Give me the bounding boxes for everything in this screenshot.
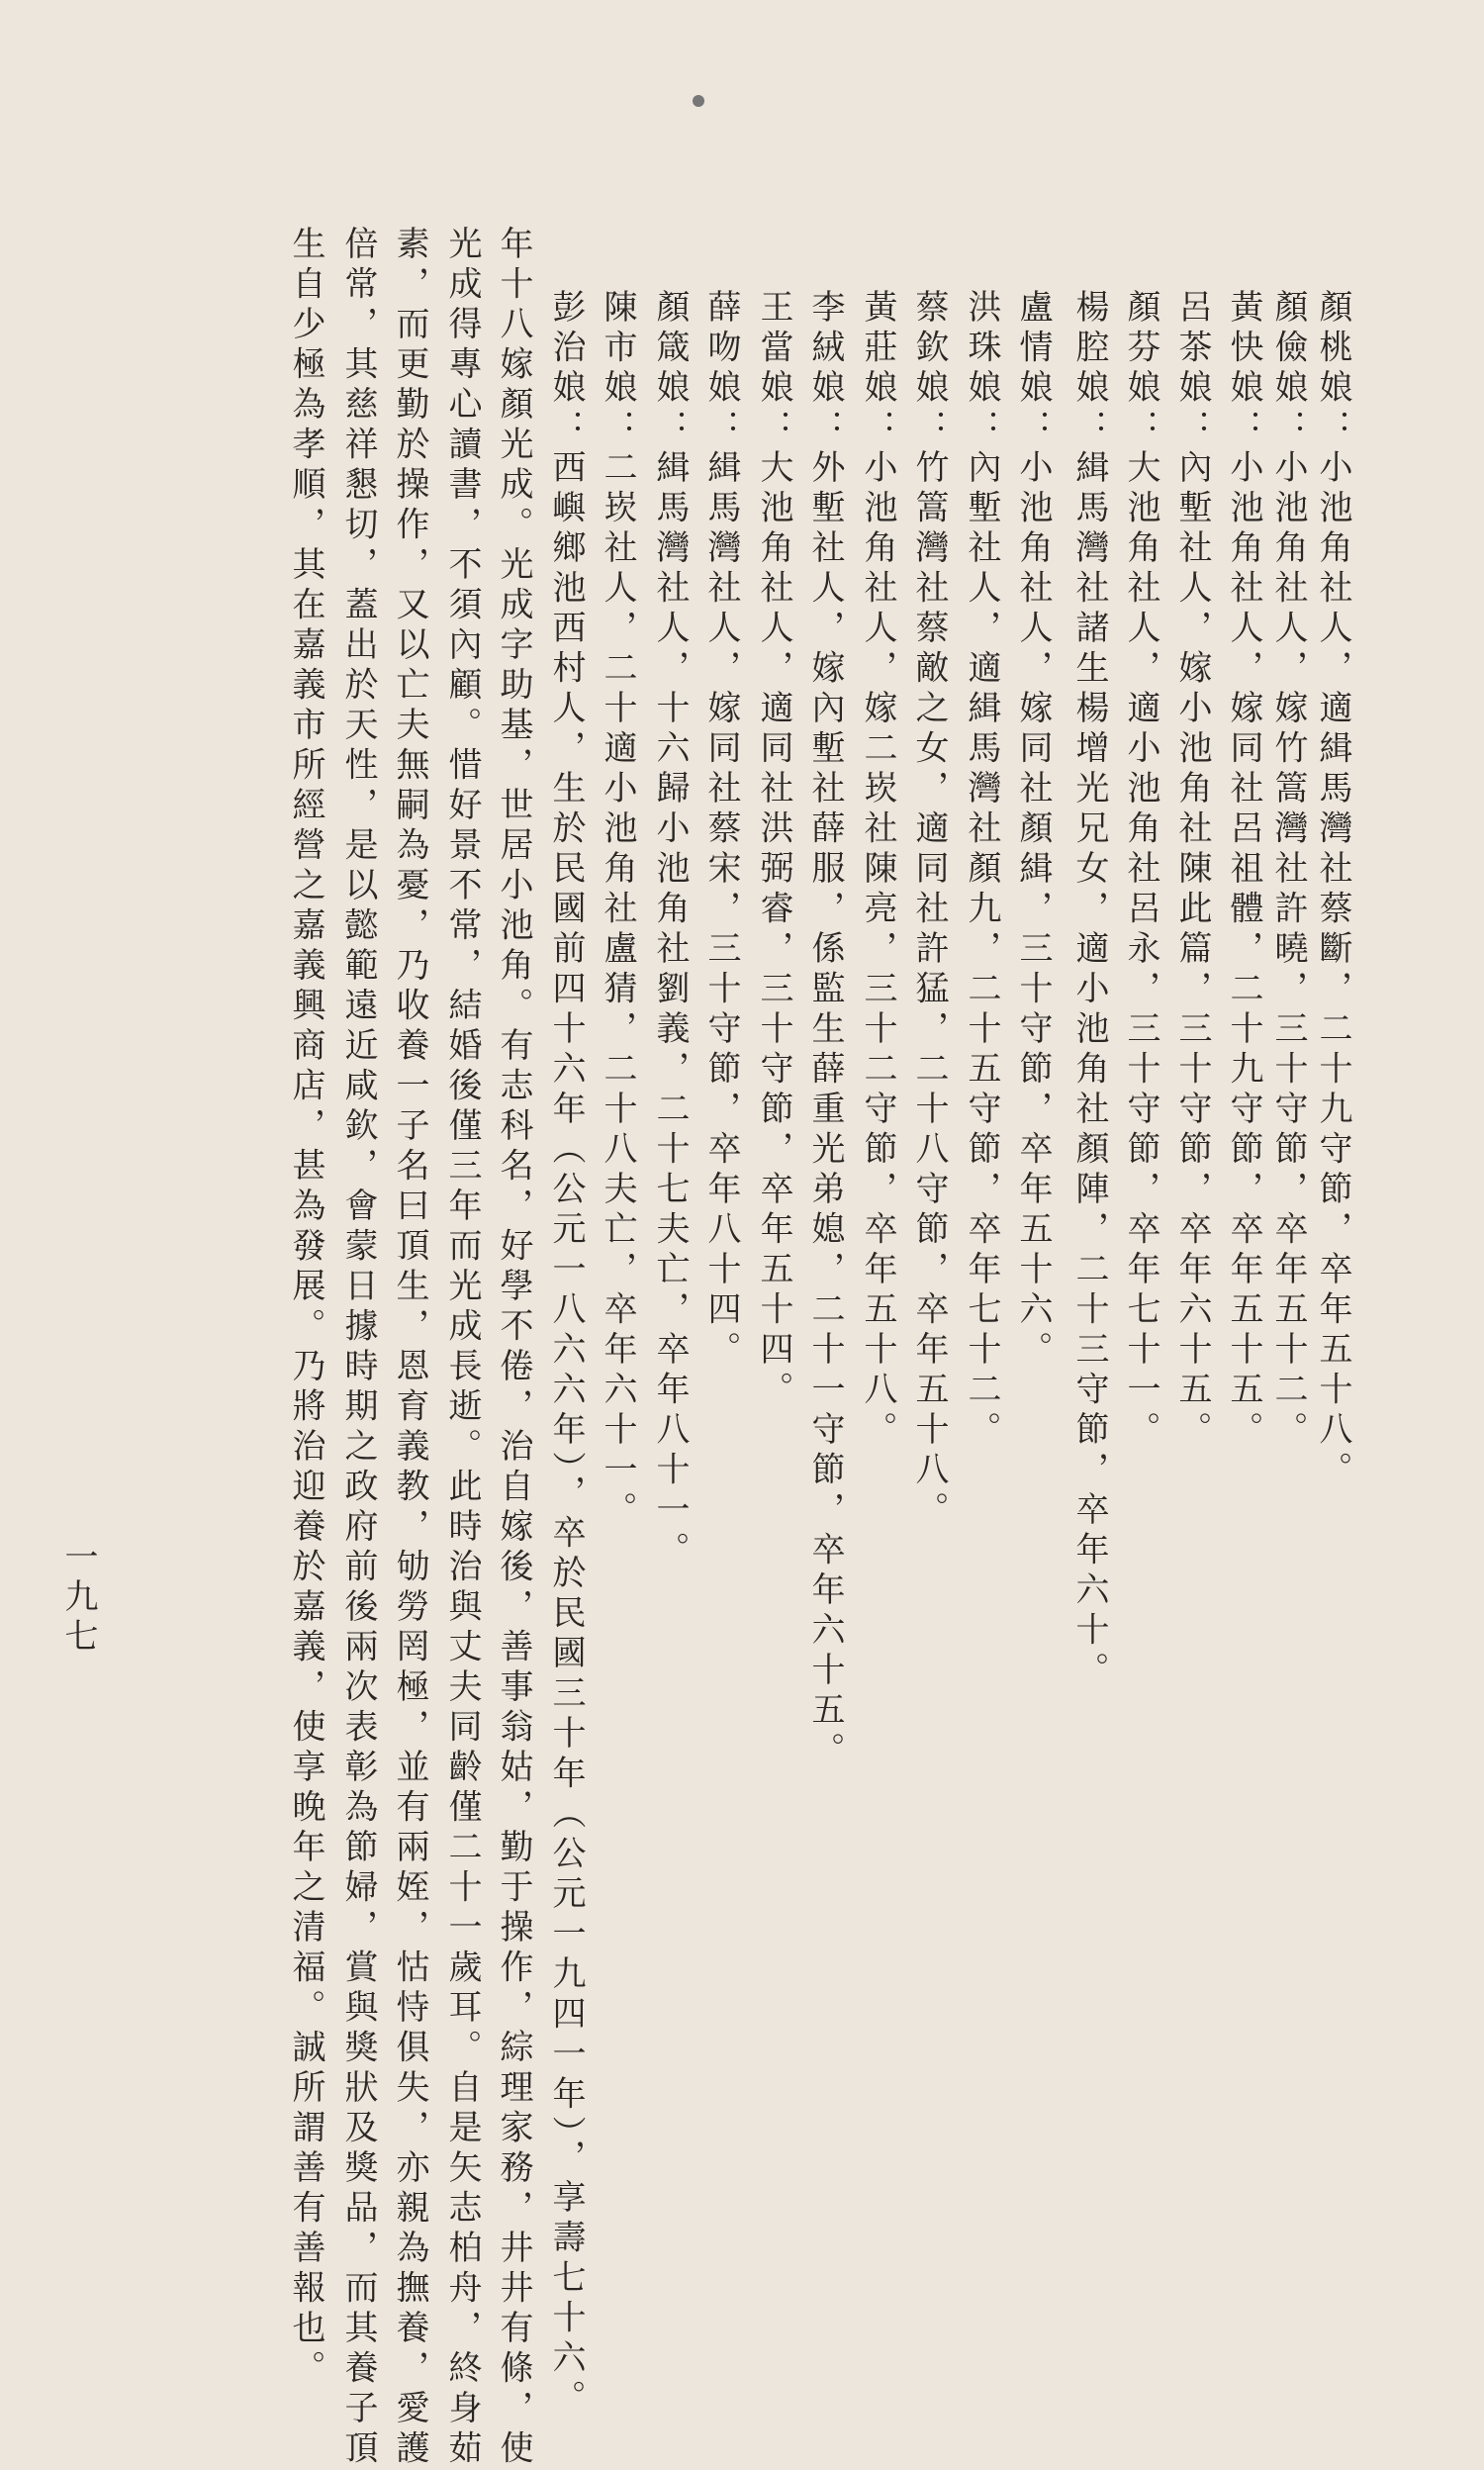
paragraph-column: 生自少極為孝順，其在嘉義市所經營之嘉義興商店，甚為發展。乃將治迎養於嘉義，使享晚年之清福。誠所謂善有善報也。 [286, 226, 325, 2390]
entry-column: 蔡欽娘：竹篙灣社蔡敵之女，適同社許猛，二十八守節，卒年五十八。 [909, 289, 949, 1532]
entry-column: 盧情娘：小池角社人，嫁同社顏緝，三十守節，卒年五十六。 [1013, 289, 1053, 1372]
entry-column: 黃快娘：小池角社人，嫁同社呂祖體，二十九守節，卒年五十五。 [1224, 289, 1263, 1452]
entry-column: 呂茶娘：內塹社人，嫁小池角社陳此篇，三十守節，卒年六十五。 [1172, 289, 1212, 1452]
entry-column: 陳市娘：二崁社人，二十適小池角社盧猜，二十八夫亡，卒年六十一。 [598, 289, 637, 1532]
paragraph-column: 素，而更勤於操作，又以亡夫無嗣為憂，乃收養一子名曰頂生，恩育義教，劬勞罔極，並有兩姪，怙恃俱失，亦親為撫養，愛護 [390, 226, 429, 2470]
paragraph-column: 倍常，其慈祥懇切，蓋出於天性，是以懿範遠近咸欽，會蒙日據時期之政府前後兩次表彰為節婦，賞與獎狀及獎品，而其養子頂 [338, 226, 378, 2470]
entry-column: 顏箴娘：緝馬灣社人，十六歸小池角社劉義，二十七夫亡，卒年八十一。 [650, 289, 690, 1571]
entry-column: 李絨娘：外塹社人，嫁內塹社薛服，係監生薛重光弟媳，二十一守節，卒年六十五。 [805, 289, 845, 1772]
entry-column: 黃莊娘：小池角社人，嫁二崁社陳亮，三十二守節，卒年五十八。 [858, 289, 897, 1452]
paragraph-column: 年十八嫁顏光成。光成字助基，世居小池角。有志科名，好學不倦，治自嫁後，善事翁姑，勤于操作，綜理家務，井井有條，使 [494, 226, 533, 2470]
entry-column: 洪珠娘：內塹社人，適緝馬灣社顏九，二十五守節，卒年七十二。 [962, 289, 1001, 1452]
paragraph-column: 光成得專心讀書，不須內顧。惜好景不常，結婚後僅三年而光成長逝。此時治與丈夫同齡僅二十一歲耳。自是矢志柏舟，終身茹 [442, 226, 482, 2470]
entry-column: 王當娘：大池角社人，適同社洪弼睿，三十守節，卒年五十四。 [754, 289, 793, 1411]
paragraph-column: 彭治娘：西嶼鄉池西村人，生於民國前四十六年（公元一八六六年），卒於民國三十年（公元一九四一年），享壽七十六。 [546, 289, 586, 2420]
entry-column: 顏桃娘：小池角社人，適緝馬灣社蔡斷，二十九守節，卒年五十八。 [1313, 289, 1352, 1491]
ink-spot [693, 95, 704, 107]
entry-column: 顏儉娘：小池角社人，嫁竹篙灣社許曉，三十守節，卒年五十二。 [1268, 289, 1308, 1452]
page-number: 一九七 [58, 1539, 98, 1658]
entry-column: 薛吻娘：緝馬灣社人，嫁同社蔡宋，三十守節，卒年八十四。 [701, 289, 741, 1372]
entry-column: 顏芬娘：大池角社人，適小池角社呂永，三十守節，卒年七十一。 [1121, 289, 1160, 1452]
entry-column: 楊腔娘：緝馬灣社諸生楊增光兄女，適小池角社顏陣，二十三守節，卒年六十。 [1069, 289, 1109, 1692]
